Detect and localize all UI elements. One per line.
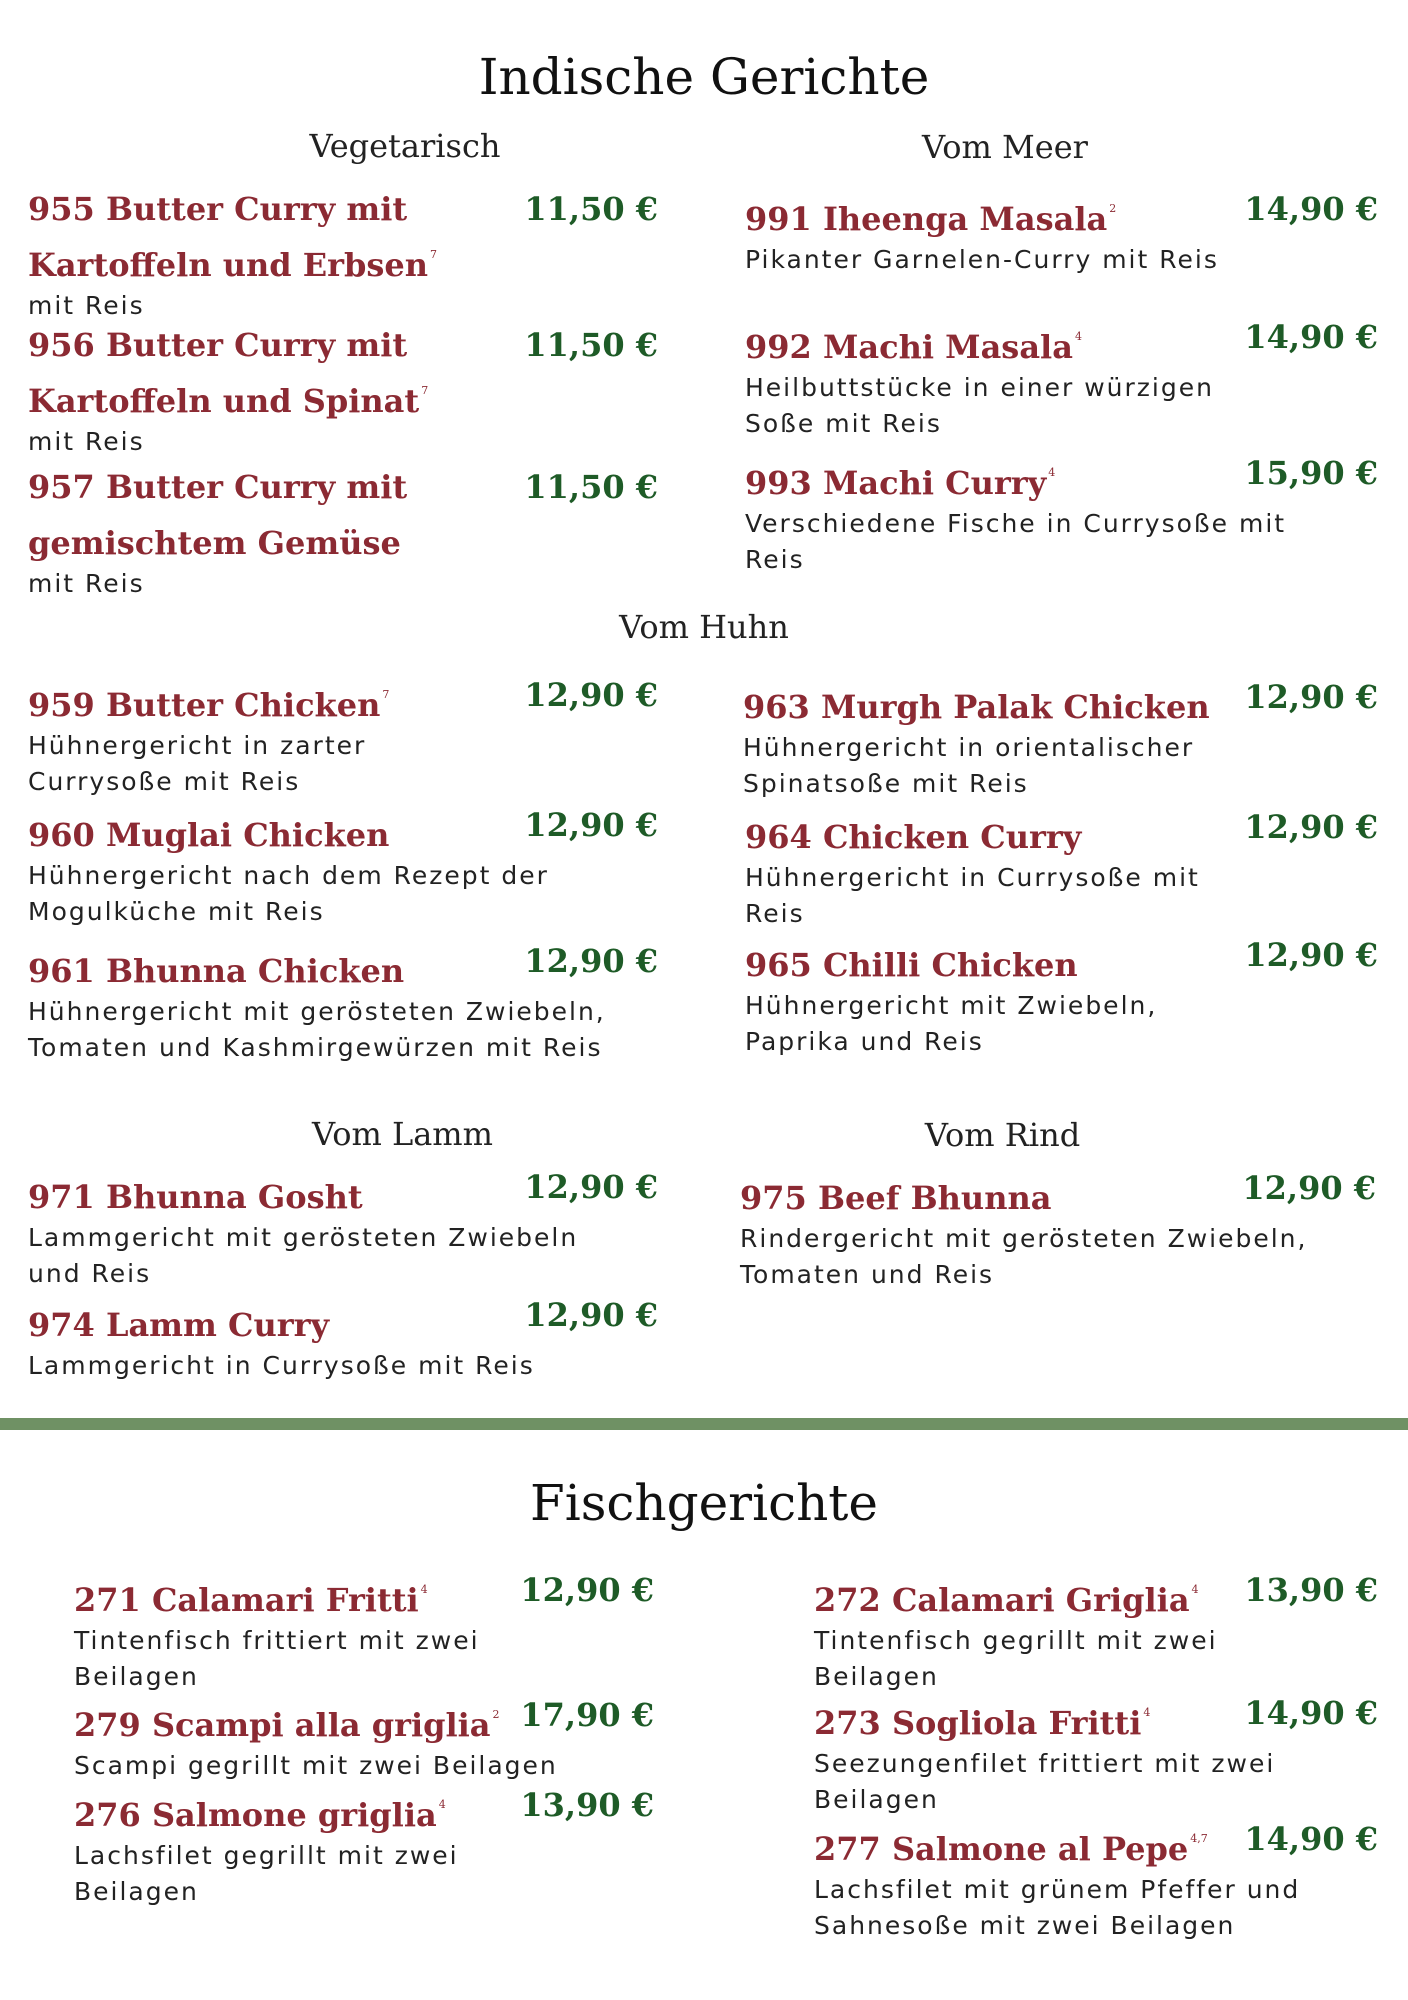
menu-item-276 <box>74 1782 654 1910</box>
dish-price: 17,90 € <box>520 1696 654 1734</box>
dish-price: 11,50 € <box>524 468 658 506</box>
dish-name: 276 Salmone griglia $^4$ <box>74 1796 446 1834</box>
dish-name: 961 Bhunna Chicken <box>28 952 405 990</box>
dish-price: 14,90 € <box>1244 1820 1378 1858</box>
dish-description: Lammgericht in Currysoße mit Reis <box>28 1351 535 1380</box>
dish-price: 12,90 € <box>1242 1169 1376 1207</box>
fish-section-title: Fischgerichte <box>530 1474 878 1532</box>
dish-price: 14,90 € <box>1244 190 1378 228</box>
menu-item-993 <box>745 450 1378 578</box>
dish-price: 14,90 € <box>1244 318 1378 356</box>
page-title: Indische Gerichte <box>478 48 930 106</box>
dish-price: 12,90 € <box>1244 678 1378 716</box>
dish-description: Seezungenfilet frittiert mit zwei Beilagen <box>814 1749 1276 1814</box>
dish-description: Scampi gegrillt mit zwei Beilagen <box>74 1751 558 1780</box>
dish-description: Tintenfisch frittiert mit zwei Beilagen <box>74 1626 480 1691</box>
dish-price: 11,50 € <box>524 326 658 364</box>
dish-name: 960 Muglai Chicken <box>28 816 390 854</box>
dish-description: Hühnergericht in Currysoße mit Reis <box>745 863 1200 928</box>
menu-item-279 <box>74 1692 654 1784</box>
dish-name: 975 Beef Bhunna <box>740 1179 1052 1217</box>
heading-vom-lamm: Vom Lamm <box>312 1115 493 1153</box>
dish-description: mit Reis <box>28 569 145 598</box>
dish-name: 279 Scampi alla griglia $^2$ <box>74 1706 500 1744</box>
dish-name: 271 Calamari Fritti $^4$ <box>74 1581 428 1619</box>
menu-item-991 <box>745 186 1378 278</box>
menu-item-964 <box>745 804 1378 932</box>
dish-description: Lachsfilet mit grünem Pfeffer und Sahnesoße mit zwei Beilagen <box>814 1875 1301 1940</box>
dish-description: Rindergericht mit gerösteten Zwiebeln, Tomaten und Reis <box>740 1224 1308 1289</box>
dish-name: 993 Machi Curry $^4$ <box>745 464 1056 502</box>
dish-name: 959 Butter Chicken $^7$ <box>28 686 390 724</box>
menu-item-992 <box>745 314 1378 442</box>
dish-price: 12,90 € <box>524 806 658 844</box>
dish-price: 15,90 € <box>1244 454 1378 492</box>
menu-item-271 <box>74 1567 654 1695</box>
heading-vom-meer: Vom Meer <box>922 128 1088 166</box>
dish-price: 12,90 € <box>524 1168 658 1206</box>
dish-price: 13,90 € <box>520 1786 654 1824</box>
dish-price: 12,90 € <box>524 942 658 980</box>
dish-price: 13,90 € <box>1244 1571 1378 1609</box>
dish-description: Tintenfisch gegrillt mit zwei Beilagen <box>814 1626 1218 1691</box>
dish-price: 14,90 € <box>1244 1694 1378 1732</box>
dish-name: 971 Bhunna Gosht <box>28 1178 363 1216</box>
section-divider <box>0 1418 1408 1430</box>
dish-description: Pikanter Garnelen-Curry mit Reis <box>745 245 1219 274</box>
dish-name: 273 Sogliola Fritti $^4$ <box>814 1704 1151 1742</box>
dish-description: Verschiedene Fische in Currysoße mit Reis <box>745 509 1287 574</box>
heading-vom-huhn: Vom Huhn <box>619 608 789 646</box>
dish-description: Heilbuttstücke in einer würzigen Soße mit Reis <box>745 373 1214 438</box>
dish-name: 956 Butter Curry mit Kartoffeln und Spinat $^7$ <box>28 326 429 420</box>
menu-item-974 <box>28 1292 658 1384</box>
dish-price: 12,90 € <box>1244 936 1378 974</box>
menu-item-960 <box>28 802 658 930</box>
menu-item-957 <box>28 464 658 602</box>
menu-item-956 <box>28 322 658 460</box>
dish-name: 277 Salmone al Pepe $^{4,7}$ <box>814 1830 1208 1868</box>
dish-price: 11,50 € <box>524 190 658 228</box>
heading-vegetarisch: Vegetarisch <box>309 127 501 165</box>
menu-item-959 <box>28 672 658 800</box>
menu-item-975 <box>740 1165 1376 1293</box>
dish-description: Hühnergericht in orientalischer Spinatsoße mit Reis <box>743 733 1195 798</box>
dish-name: 974 Lamm Curry <box>28 1306 330 1344</box>
menu-item-963 <box>743 674 1378 802</box>
dish-price: 12,90 € <box>1244 808 1378 846</box>
dish-description: Hühnergericht mit Zwiebeln, Paprika und Reis <box>745 991 1158 1056</box>
dish-name: 957 Butter Curry mit gemischtem Gemüse <box>28 468 408 562</box>
dish-name: 955 Butter Curry mit Kartoffeln und Erbsen $^7$ <box>28 190 438 284</box>
menu-item-955 <box>28 186 658 324</box>
menu-item-272 <box>814 1567 1378 1695</box>
dish-price: 12,90 € <box>524 676 658 714</box>
dish-price: 12,90 € <box>524 1296 658 1334</box>
menu-item-965 <box>745 932 1378 1060</box>
dish-description: Hühnergericht mit gerösteten Zwiebeln, Tomaten und Kashmirgewürzen mit Reis <box>28 997 606 1062</box>
dish-description: mit Reis <box>28 291 145 320</box>
heading-vom-rind: Vom Rind <box>924 1116 1081 1154</box>
dish-name: 963 Murgh Palak Chicken <box>743 688 1210 726</box>
dish-description: Lammgericht mit gerösteten Zwiebeln und Reis <box>28 1223 579 1288</box>
dish-price: 12,90 € <box>520 1571 654 1609</box>
dish-description: mit Reis <box>28 427 145 456</box>
dish-description: Lachsfilet gegrillt mit zwei Beilagen <box>74 1841 459 1906</box>
dish-name: 964 Chicken Curry <box>745 818 1082 856</box>
dish-description: Hühnergericht nach dem Rezept der Mogulküche mit Reis <box>28 861 549 926</box>
menu-item-961 <box>28 938 658 1066</box>
menu-item-971 <box>28 1164 658 1292</box>
dish-name: 992 Machi Masala $^4$ <box>745 328 1082 366</box>
menu-item-277 <box>814 1816 1378 1944</box>
dish-name: 272 Calamari Griglia $^4$ <box>814 1581 1199 1619</box>
dish-name: 965 Chilli Chicken <box>745 946 1078 984</box>
dish-name: 991 Iheenga Masala $^2$ <box>745 200 1117 238</box>
menu-item-273 <box>814 1690 1378 1818</box>
dish-description: Hühnergericht in zarter Currysoße mit Reis <box>28 731 367 796</box>
